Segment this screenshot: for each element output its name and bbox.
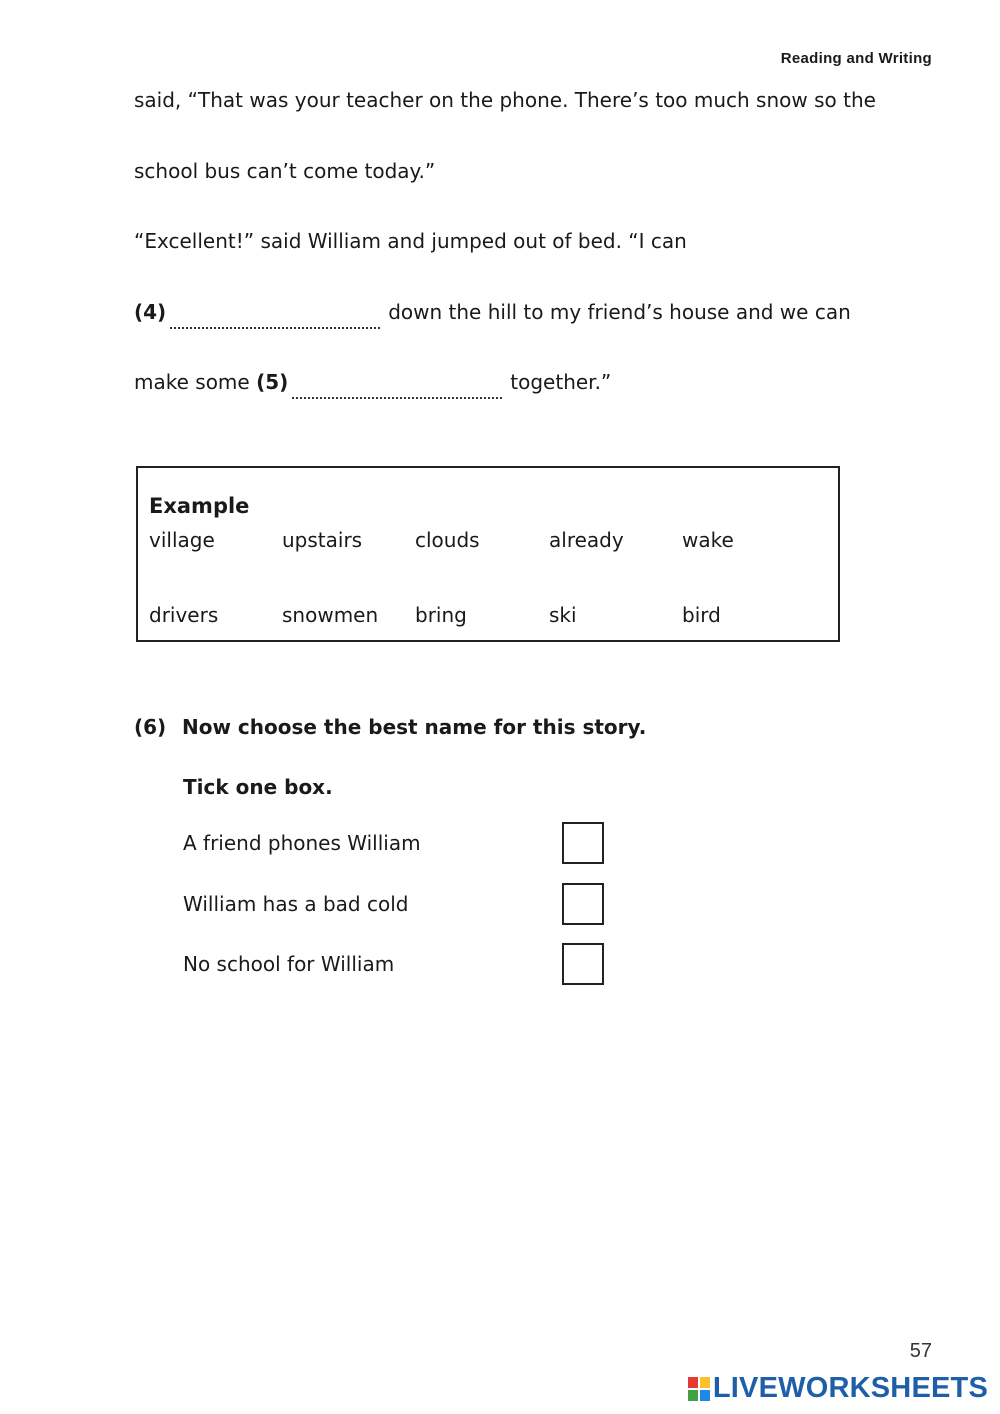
gap-number-4: (4): [134, 300, 167, 324]
story-line-3: “Excellent!” said William and jumped out of bed. “I can: [134, 229, 687, 253]
section-header: Reading and Writing: [780, 50, 932, 67]
story-line-5-before: make some: [134, 370, 250, 394]
word-clouds: clouds: [415, 528, 480, 552]
question-6-number: (6): [134, 715, 167, 739]
option-checkbox-3[interactable]: [562, 943, 604, 985]
word-bird: bird: [682, 603, 721, 627]
option-checkbox-2[interactable]: [562, 883, 604, 925]
liveworksheets-logo[interactable]: [688, 1372, 988, 1405]
brand-name: LIVEWORKSHEETS: [712, 1372, 988, 1404]
word-ski: ski: [549, 603, 577, 627]
question-6-prompt: Now choose the best name for this story.: [182, 715, 647, 739]
question-6-instruction: Tick one box.: [183, 775, 333, 799]
gap-number-5: (5): [256, 370, 289, 394]
word-drivers: drivers: [149, 603, 219, 627]
word-bring: bring: [415, 603, 467, 627]
option-checkbox-1[interactable]: [562, 822, 604, 864]
word-snowmen: snowmen: [282, 603, 379, 627]
story-line-4: [134, 300, 851, 329]
story-line-2: school bus can’t come today.”: [134, 159, 436, 183]
option-label-2: William has a bad cold: [183, 892, 409, 916]
option-label-1: A friend phones William: [183, 831, 421, 855]
page-number: 57: [909, 1340, 932, 1362]
story-line-4-text: down the hill to my friend’s house and we can: [388, 300, 851, 324]
story-line-5: [134, 370, 611, 399]
word-wake: wake: [682, 528, 734, 552]
option-label-3: No school for William: [183, 952, 395, 976]
answer-blank-4[interactable]: [170, 326, 380, 329]
word-box-title: Example: [149, 494, 250, 518]
word-upstairs: upstairs: [282, 528, 363, 552]
word-already: already: [549, 528, 624, 552]
liveworksheets-logo-icon: [688, 1377, 710, 1401]
word-village: village: [149, 528, 215, 552]
word-box: [136, 466, 840, 642]
story-line-5-after: together.”: [510, 370, 612, 394]
answer-blank-5[interactable]: [292, 396, 502, 399]
story-line-1: said, “That was your teacher on the phone. There’s too much snow so the: [134, 88, 876, 112]
question-6: [134, 715, 646, 739]
